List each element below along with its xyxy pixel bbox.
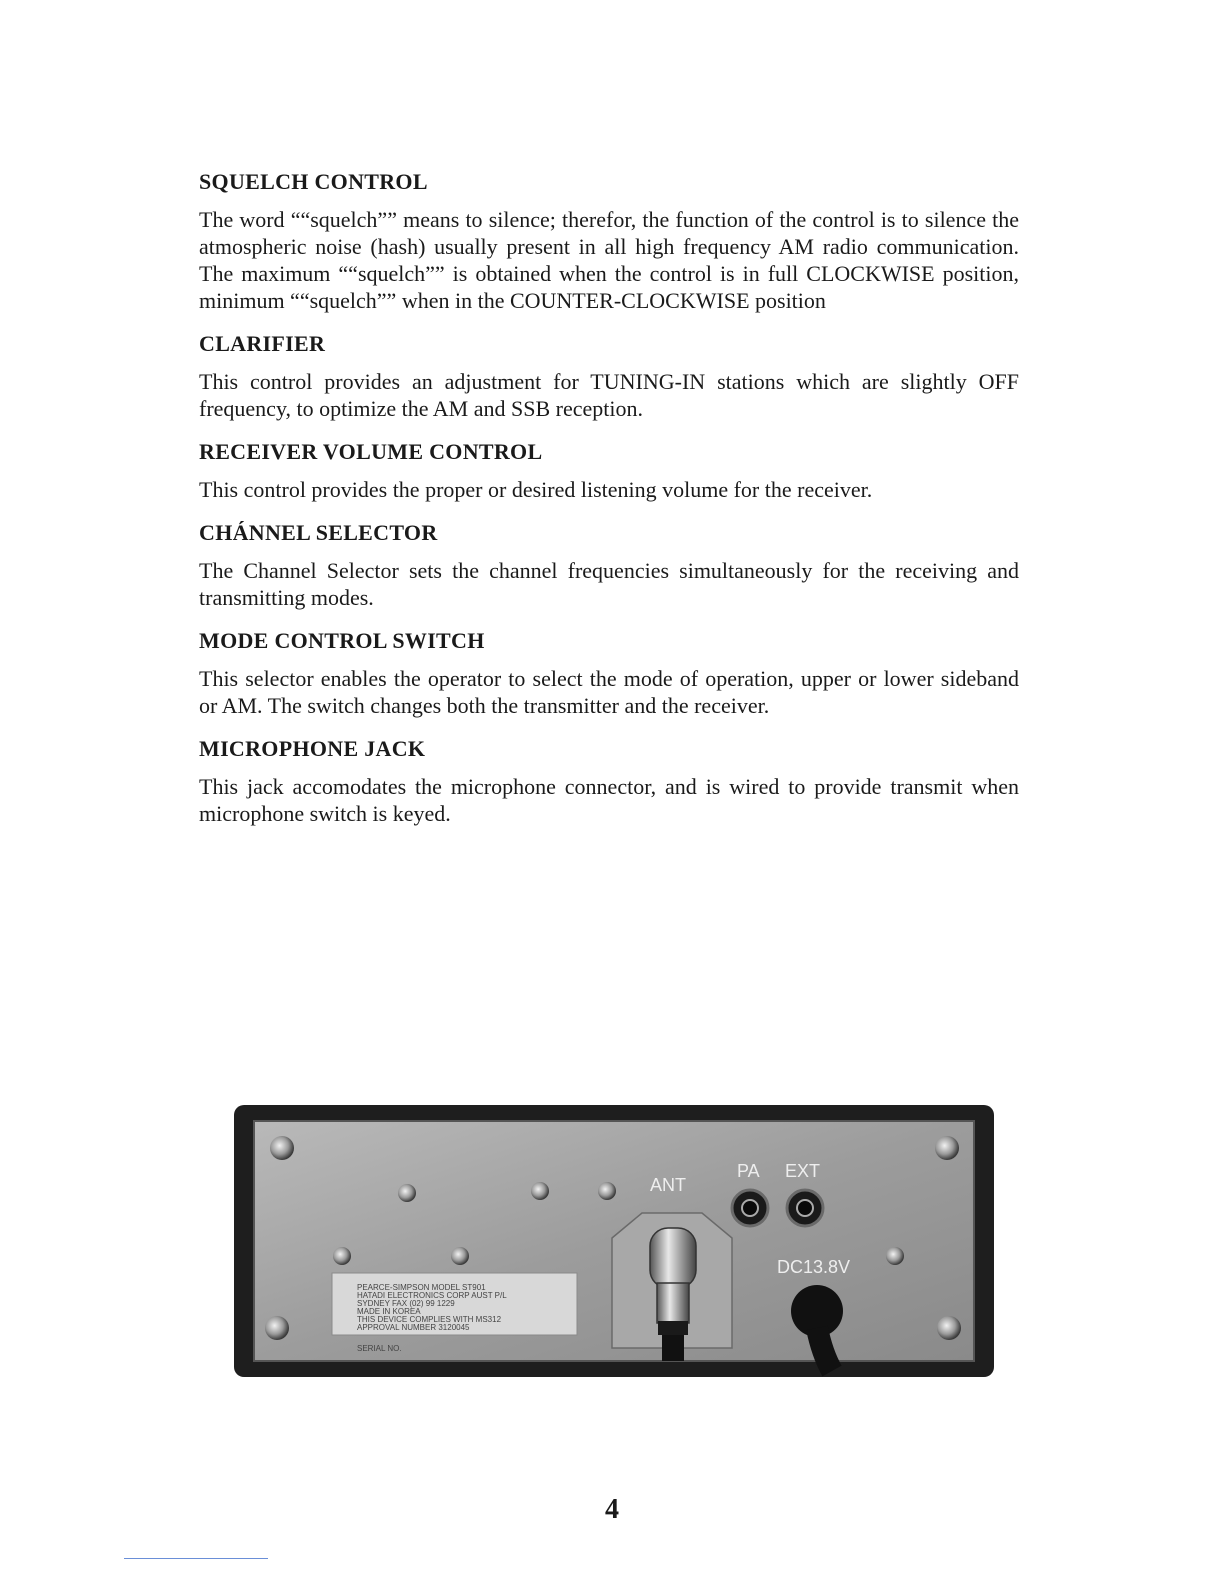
pa-label: PA: [737, 1161, 760, 1181]
section-heading: RECEIVER VOLUME CONTROL: [199, 439, 543, 464]
nameplate-line: SERIAL NO.: [357, 1344, 402, 1353]
page-content: [199, 168, 1019, 843]
rear-panel-illustration: [232, 1103, 996, 1379]
section-receiver-volume-control: [199, 438, 1019, 503]
section-body: This jack accomodates the microphone connector, and is wired to provide transmit when microphone switch is keyed.: [199, 774, 1019, 826]
nameplate-line: HATADI ELECTRONICS CORP AUST P/L: [357, 1291, 507, 1300]
dc-label: DC13.8V: [777, 1257, 851, 1277]
section-clarifier: [199, 330, 1019, 422]
section-heading: SQUELCH CONTROL: [199, 169, 428, 194]
nameplate-line: THIS DEVICE COMPLIES WITH MS312: [357, 1315, 502, 1324]
section-body: This control provides an adjustment for TUNING-IN stations which are slightly OFF frequency, to optimize the AM and SSB reception.: [199, 369, 1019, 421]
section-mode-control-switch: [199, 627, 1019, 719]
ant-label: ANT: [650, 1175, 686, 1195]
nameplate-line: SYDNEY FAX (02) 99 1229: [357, 1299, 455, 1308]
section-heading: CLARIFIER: [199, 331, 326, 356]
section-channel-selector: [199, 519, 1019, 611]
section-squelch-control: [199, 168, 1019, 314]
section-heading: MODE CONTROL SWITCH: [199, 628, 485, 653]
radio-rear-panel-photo: [232, 1103, 996, 1379]
section-heading: CHÁNNEL SELECTOR: [199, 520, 438, 545]
ext-label: EXT: [785, 1161, 821, 1181]
section-heading: MICROPHONE JACK: [199, 736, 426, 761]
page-number: 4: [605, 1494, 619, 1525]
section-microphone-jack: [199, 735, 1019, 827]
footer-rule: [124, 1558, 268, 1559]
nameplate-line: APPROVAL NUMBER 3120045: [357, 1323, 470, 1332]
nameplate-line: MADE IN KOREA: [357, 1307, 421, 1316]
section-body: This selector enables the operator to select the mode of operation, upper or lower sideband or AM. The switch changes both the transmitter and the receiver.: [199, 666, 1019, 718]
section-body: This control provides the proper or desired listening volume for the receiver.: [199, 477, 873, 502]
section-body: The word ““squelch”” means to silence; therefor, the function of the control is to silence the atmospheric noise (hash) usually present in all high frequency AM radio communication. The maximum ““squelch”” is obtained when the control is in full CLOCKWISE position, minimum ““squelch”” when in the COUNTER-CLOCKWISE position: [199, 207, 1019, 313]
nameplate-line: PEARCE-SIMPSON MODEL ST901: [357, 1283, 486, 1292]
section-body: The Channel Selector sets the channel frequencies simultaneously for the receiving and transmitting modes.: [199, 558, 1019, 610]
